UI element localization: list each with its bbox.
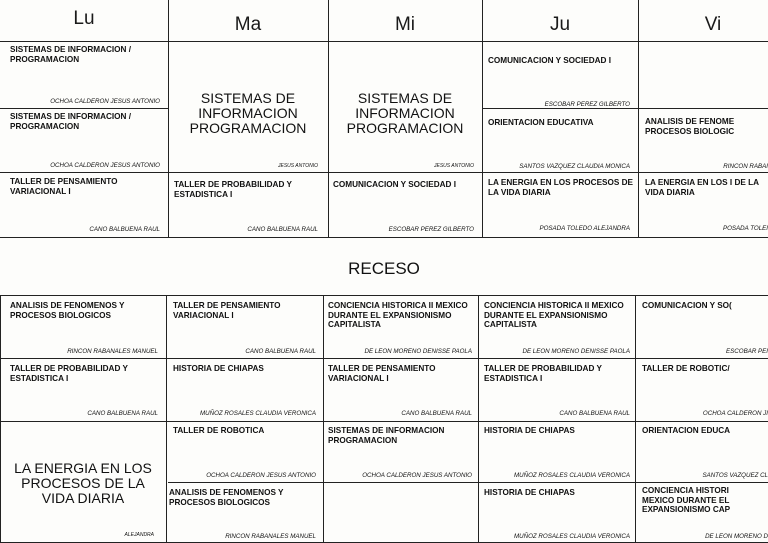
class-subject: COMUNICACION Y SO( bbox=[642, 301, 732, 310]
class-subject: ANALISIS DE FENOMENOS Y PROCESOS BIOLOGICOS bbox=[169, 488, 284, 507]
day-header-ju: Ju bbox=[549, 14, 571, 35]
class-subject-merged: SISTEMAS DE INFORMACION PROGRAMACION bbox=[189, 90, 307, 136]
class-teacher: MUÑOZ ROSALES CLAUDIA VERONICA bbox=[514, 472, 630, 479]
grid-line bbox=[168, 482, 768, 483]
recess-label: RECESO bbox=[348, 259, 420, 278]
class-teacher: SANTOS VAZQUEZ CL bbox=[702, 472, 768, 479]
day-header-vi: Vi bbox=[704, 14, 722, 35]
class-teacher: ESCOBAR PEREZ GILBERTO bbox=[544, 101, 630, 108]
day-header-mi: Mi bbox=[394, 14, 416, 35]
class-subject: TALLER DE PROBABILIDAD Y ESTADISTICA I bbox=[174, 180, 292, 199]
class-subject: LA ENERGIA EN LOS PROCESOS DE LA VIDA DIARIA bbox=[488, 178, 633, 197]
day-header-lu: Lu bbox=[73, 8, 95, 29]
grid-line bbox=[0, 295, 768, 296]
class-subject: CONCIENCIA HISTORICA II MEXICO DURANTE EL EXPANSIONISMO CAPITALISTA bbox=[484, 301, 624, 329]
class-subject: HISTORIA DE CHIAPAS bbox=[484, 426, 575, 435]
grid-line bbox=[166, 295, 167, 543]
grid-line bbox=[168, 0, 169, 237]
class-subject: SISTEMAS DE INFORMACION PROGRAMACION bbox=[328, 426, 445, 445]
class-teacher: POSADA TOLEDO ALEJANDRA bbox=[539, 225, 630, 232]
grid-line bbox=[638, 0, 639, 237]
class-subject: TALLER DE ROBOTICA bbox=[173, 426, 265, 435]
class-subject: ANALISIS DE FENOMENOS Y PROCESOS BIOLOGICOS bbox=[10, 301, 125, 320]
grid-line bbox=[482, 0, 483, 237]
class-teacher: RINCON RABANALES MANUEL bbox=[225, 533, 316, 540]
class-subject: CONCIENCIA HISTORI MEXICO DURANTE EL EXPANSIONISMO CAP bbox=[642, 486, 731, 514]
class-teacher: OCHOA CALDERON JESUS ANTONIO bbox=[206, 472, 316, 479]
class-teacher: ALEJANDRA bbox=[124, 532, 154, 538]
class-subject: TALLER DE PROBABILIDAD Y ESTADISTICA I bbox=[484, 364, 602, 383]
class-subject: TALLER DE PROBABILIDAD Y ESTADISTICA I bbox=[10, 364, 128, 383]
class-teacher: DE LEON MORENO D bbox=[705, 533, 768, 540]
grid-line bbox=[328, 0, 329, 237]
class-teacher: JESUS ANTONIO bbox=[433, 163, 474, 169]
class-teacher: POSADA TOLEI bbox=[722, 225, 768, 232]
class-subject: CONCIENCIA HISTORICA II MEXICO DURANTE EL EXPANSIONISMO CAPITALISTA bbox=[328, 301, 468, 329]
class-subject: TALLER DE PENSAMIENTO VARIACIONAL I bbox=[328, 364, 436, 383]
class-teacher: DE LEON MORENO DENISSE PAOLA bbox=[522, 348, 630, 355]
class-teacher: OCHOA CALDERON JESUS ANTONIO bbox=[50, 98, 160, 105]
class-subject: HISTORIA DE CHIAPAS bbox=[484, 488, 575, 497]
grid-line bbox=[0, 421, 768, 422]
class-teacher: CANO BALBUENA RAUL bbox=[245, 348, 316, 355]
class-teacher: DE LEON MORENO DENISSE PAOLA bbox=[364, 348, 472, 355]
grid-line bbox=[635, 295, 636, 543]
class-teacher: CANO BALBUENA RAUL bbox=[87, 410, 158, 417]
class-teacher: RINCON RABANALES MANUEL bbox=[67, 348, 158, 355]
class-teacher: OCHOA CALDERON JESUS ANTONIO bbox=[362, 472, 472, 479]
class-teacher: OCHOA CALDERON JESUS ANTONIO bbox=[50, 162, 160, 169]
class-subject: SISTEMAS DE INFORMACION / PROGRAMACION bbox=[10, 112, 131, 131]
class-teacher: SANTOS VAZQUEZ CLAUDIA MONICA bbox=[519, 163, 630, 170]
grid-line bbox=[478, 295, 479, 543]
class-subject: ANALISIS DE FENOME PROCESOS BIOLOGIC bbox=[645, 117, 735, 136]
class-subject: ORIENTACION EDUCA bbox=[642, 426, 731, 435]
class-subject: TALLER DE PENSAMIENTO VARIACIONAL I bbox=[10, 177, 118, 196]
class-teacher: RINCON RABAI bbox=[723, 163, 768, 170]
grid-line bbox=[0, 295, 1, 543]
grid-line bbox=[0, 237, 768, 238]
class-teacher: MUÑOZ ROSALES CLAUDIA VERONICA bbox=[514, 533, 630, 540]
grid-line bbox=[0, 358, 768, 359]
class-teacher: MUÑOZ ROSALES CLAUDIA VERONICA bbox=[200, 410, 316, 417]
grid-line bbox=[0, 41, 768, 42]
class-subject-merged: LA ENERGIA EN LOS PROCESOS DE LA VIDA DIARIA bbox=[14, 460, 152, 506]
day-header-ma: Ma bbox=[234, 14, 262, 35]
grid-line bbox=[323, 295, 324, 543]
class-subject: LA ENERGIA EN LOS I DE LA VIDA DIARIA bbox=[645, 178, 759, 197]
class-subject: SISTEMAS DE INFORMACION / PROGRAMACION bbox=[10, 45, 131, 64]
class-teacher: CANO BALBUENA RAUL bbox=[401, 410, 472, 417]
class-subject: TALLER DE PENSAMIENTO VARIACIONAL I bbox=[173, 301, 281, 320]
class-teacher: OCHOA CALDERON JI bbox=[702, 410, 768, 417]
class-teacher: CANO BALBUENA RAUL bbox=[559, 410, 630, 417]
class-subject-merged: SISTEMAS DE INFORMACION PROGRAMACION bbox=[346, 90, 464, 136]
grid-line bbox=[0, 108, 168, 109]
class-subject: ORIENTACION EDUCATIVA bbox=[488, 118, 594, 127]
class-subject: COMUNICACION Y SOCIEDAD I bbox=[488, 56, 611, 65]
class-teacher: ESCOBAR PEI bbox=[726, 348, 768, 355]
class-subject: COMUNICACION Y SOCIEDAD I bbox=[333, 180, 456, 189]
class-teacher: ESCOBAR PEREZ GILBERTO bbox=[388, 226, 474, 233]
class-subject: HISTORIA DE CHIAPAS bbox=[173, 364, 264, 373]
class-teacher: CANO BALBUENA RAUL bbox=[89, 226, 160, 233]
class-teacher: CANO BALBUENA RAUL bbox=[247, 226, 318, 233]
class-subject: TALLER DE ROBOTIC/ bbox=[642, 364, 730, 373]
grid-line bbox=[0, 172, 768, 173]
class-teacher: JESUS ANTONIO bbox=[277, 163, 318, 169]
grid-line bbox=[482, 108, 768, 109]
